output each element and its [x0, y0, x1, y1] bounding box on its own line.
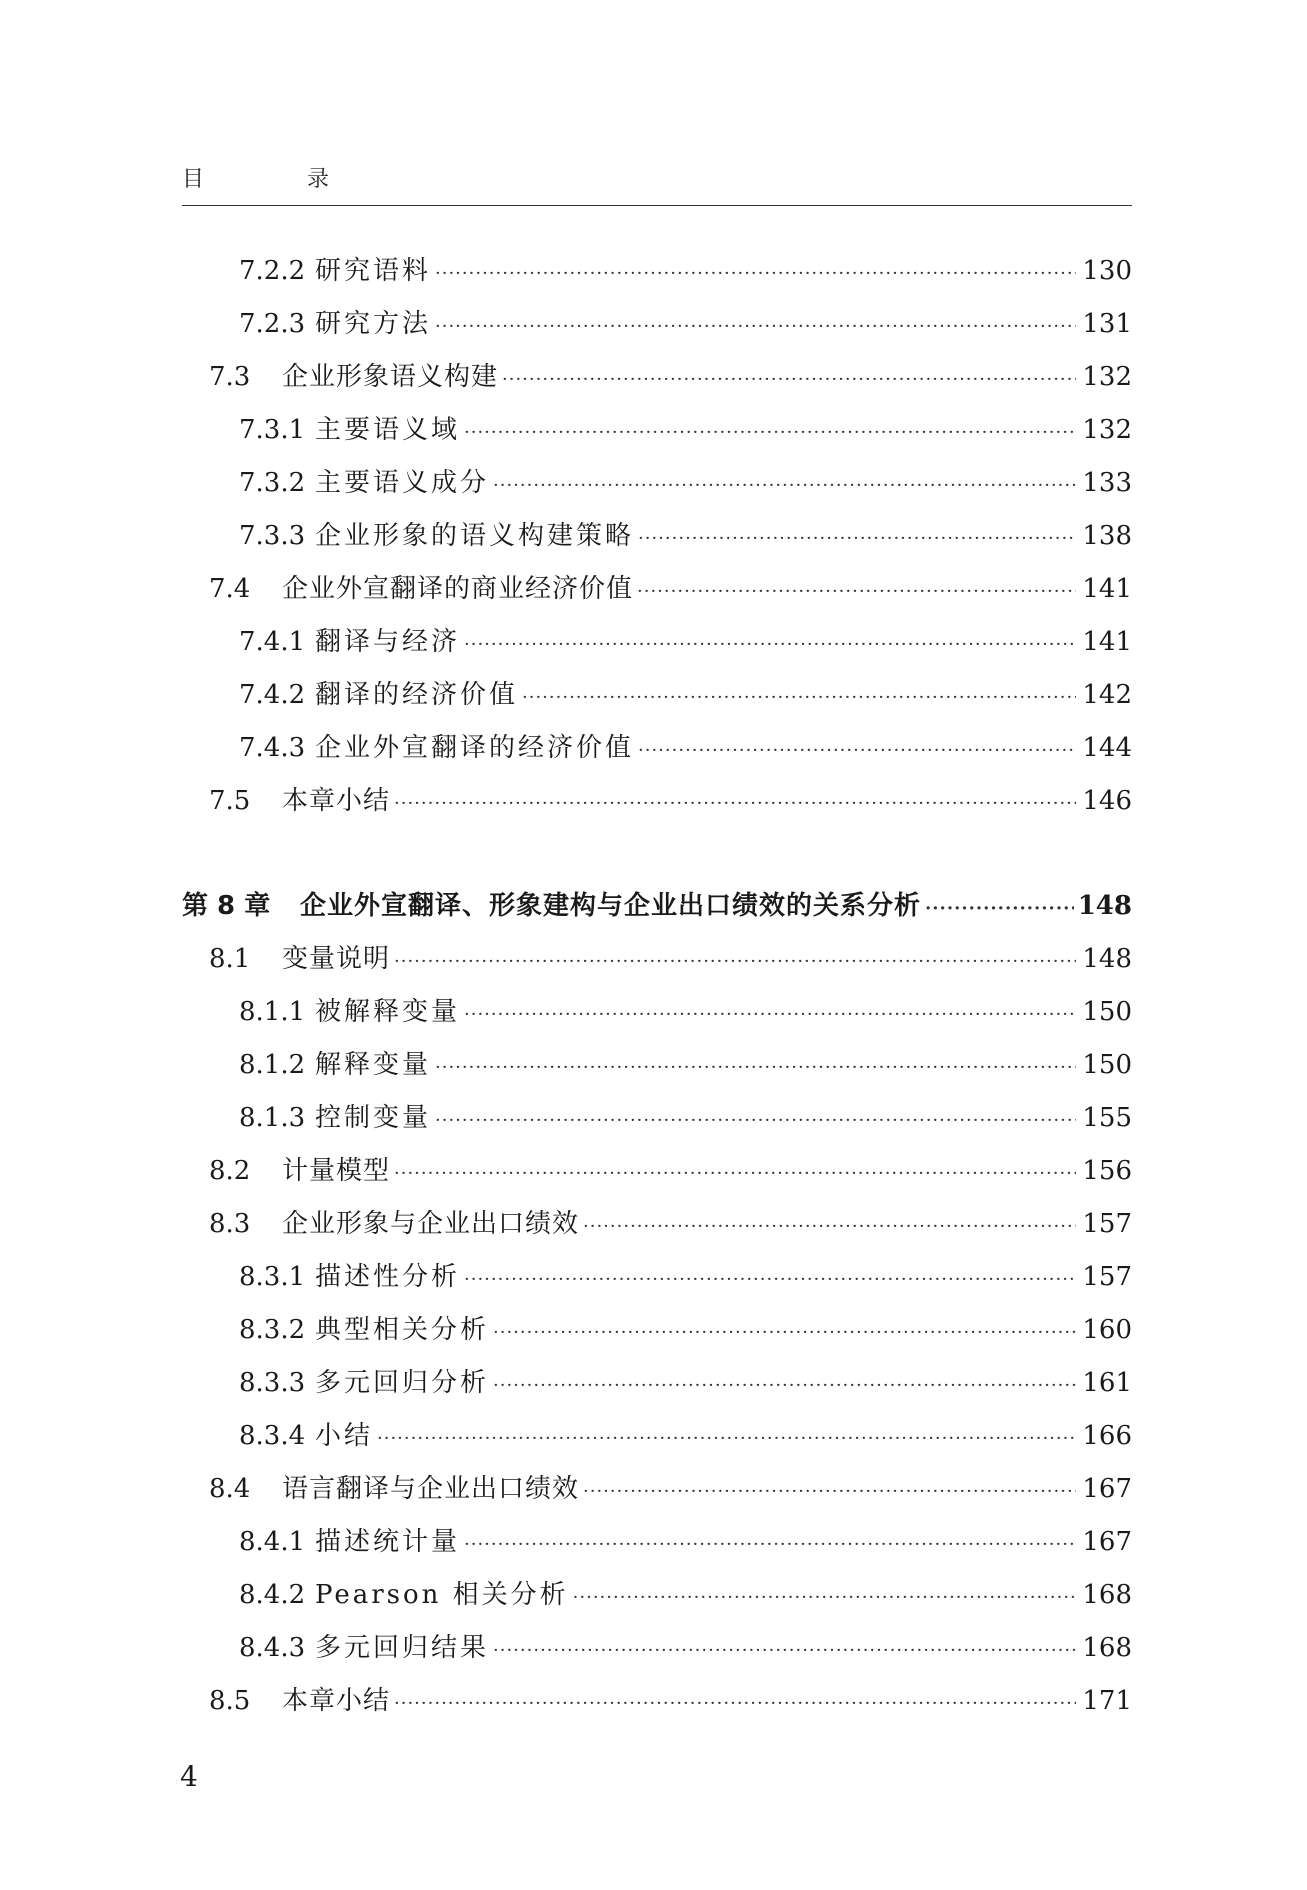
toc-entry-number: 8.4 [209, 1474, 251, 1504]
toc-entry-page: 138 [1082, 521, 1132, 551]
toc-leader-dots [493, 475, 1076, 496]
toc-leader-dots [464, 1534, 1076, 1555]
header-rule [182, 205, 1132, 206]
toc-entry-number: 8.1.3 [239, 1103, 306, 1133]
toc-leader-dots [583, 1481, 1076, 1502]
toc-leader-dots [638, 740, 1076, 761]
toc-leader-dots [394, 1693, 1076, 1714]
toc-entry-title: 变量说明 [282, 944, 391, 974]
toc-entry[interactable] [182, 1256, 1132, 1309]
toc-leader-dots [493, 1640, 1076, 1661]
toc-entry-number: 8.3.3 [239, 1368, 306, 1398]
toc-leader-dots [637, 581, 1076, 602]
toc-entry[interactable] [182, 938, 1132, 991]
toc-entry-page: 171 [1082, 1686, 1132, 1716]
toc-entry-page: 148 [1077, 891, 1132, 921]
toc-entry-title: 控制变量 [315, 1103, 432, 1133]
toc-entry-page: 144 [1082, 733, 1132, 763]
toc-entry-page: 130 [1082, 256, 1132, 286]
toc-entry[interactable] [182, 409, 1132, 462]
toc-entry-title: 多元回归分析 [315, 1368, 490, 1398]
toc-entry-number: 7.2.2 [239, 256, 306, 286]
toc-entry-page: 168 [1082, 1580, 1132, 1610]
toc-entry-number: 8.3.4 [239, 1421, 306, 1451]
toc-entry-title: 企业形象语义构建 [282, 362, 499, 392]
toc-entry-page: 132 [1082, 362, 1132, 392]
toc-leader-dots [464, 1004, 1076, 1025]
toc-entry-number: 7.2.3 [239, 309, 306, 339]
toc-entry[interactable] [182, 1362, 1132, 1415]
toc-entry-title: Pearson 相关分析 [315, 1580, 569, 1610]
toc-entry[interactable] [182, 303, 1132, 356]
toc-entry-number: 8.4.2 [239, 1580, 306, 1610]
toc-entry-title: 本章小结 [282, 1686, 391, 1716]
toc-entry-number: 8.4.3 [239, 1633, 306, 1663]
toc-entry[interactable] [182, 674, 1132, 727]
toc-entry-page: 132 [1082, 415, 1132, 445]
toc-entry-page: 141 [1082, 627, 1132, 657]
toc-entry-title: 研究方法 [315, 309, 432, 339]
toc-entry-number: 7.3.1 [239, 415, 306, 445]
toc-entry-number: 8.3.2 [239, 1315, 306, 1345]
toc-entry-page: 150 [1082, 997, 1132, 1027]
toc-entry-title: 多元回归结果 [315, 1633, 490, 1663]
toc-entry-page: 150 [1082, 1050, 1132, 1080]
toc-leader-dots [394, 951, 1076, 972]
toc-entry-page: 161 [1082, 1368, 1132, 1398]
toc-entry[interactable] [182, 1097, 1132, 1150]
toc-leader-dots [638, 528, 1076, 549]
toc-entry-number: 8.1 [209, 944, 251, 974]
toc-leader-dots [377, 1428, 1076, 1449]
toc-entry-number: 8.4.1 [239, 1527, 306, 1557]
toc-entry[interactable] [182, 780, 1132, 833]
toc-leader-dots [435, 1110, 1076, 1131]
toc-entry[interactable] [182, 1680, 1132, 1733]
toc-entry-title: 企业外宣翻译的经济价值 [315, 733, 635, 763]
toc-entry-title: 翻译的经济价值 [315, 680, 519, 710]
toc-entry-page: 141 [1082, 574, 1132, 604]
toc-leader-dots [394, 793, 1076, 814]
toc-entry-page: 168 [1082, 1633, 1132, 1663]
toc-entry-page: 157 [1082, 1209, 1132, 1239]
toc-entry-page: 148 [1082, 944, 1132, 974]
toc-entry-number: 7.4.2 [239, 680, 306, 710]
toc-entry-title: 计量模型 [282, 1156, 391, 1186]
toc-entry[interactable] [182, 1203, 1132, 1256]
toc-entry[interactable] [182, 1150, 1132, 1203]
toc-entry-page: 142 [1082, 680, 1132, 710]
toc-entry[interactable] [182, 462, 1132, 515]
toc-entry-number: 8.1.1 [239, 997, 306, 1027]
running-header: 目 录 [182, 167, 377, 192]
toc-entry-page: 166 [1082, 1421, 1132, 1451]
toc-entry-number: 7.3.3 [239, 521, 306, 551]
toc-leader-dots [522, 687, 1076, 708]
toc-leader-dots [493, 1375, 1076, 1396]
toc-leader-dots [573, 1587, 1076, 1608]
toc-entry-number: 8.3.1 [239, 1262, 306, 1292]
toc-entry-number: 8.2 [209, 1156, 251, 1186]
toc-entry[interactable] [182, 727, 1132, 780]
toc-leader-dots [502, 369, 1076, 390]
toc-entry-title: 典型相关分析 [315, 1315, 490, 1345]
toc-entry[interactable] [182, 1574, 1132, 1627]
toc-entry-number: 7.4 [209, 574, 251, 604]
toc-entry-title: 研究语料 [315, 256, 432, 286]
toc-entry[interactable] [182, 1309, 1132, 1362]
toc-entry-title: 企业外宣翻译的商业经济价值 [282, 574, 634, 604]
toc-entry[interactable] [182, 991, 1132, 1044]
toc-leader-dots [583, 1216, 1076, 1237]
toc-entry-number: 8.3 [209, 1209, 251, 1239]
toc-entry-title: 企业形象与企业出口绩效 [282, 1209, 580, 1239]
toc-entry-title: 描述性分析 [315, 1262, 461, 1292]
toc-entry-title: 企业形象的语义构建策略 [315, 521, 635, 551]
toc-entry-title: 小结 [315, 1421, 374, 1451]
toc-entry[interactable] [182, 1415, 1132, 1468]
toc-leader-dots [925, 898, 1074, 919]
toc-entry-number: 7.3.2 [239, 468, 306, 498]
page-number: 4 [180, 1760, 198, 1793]
toc-entry[interactable] [182, 1468, 1132, 1521]
toc-entry-title: 翻译与经济 [315, 627, 461, 657]
toc-entry-page: 156 [1082, 1156, 1132, 1186]
toc-leader-dots [464, 422, 1076, 443]
toc-entry-title: 被解释变量 [315, 997, 461, 1027]
toc-entry-title: 解释变量 [315, 1050, 432, 1080]
toc-leader-dots [435, 316, 1076, 337]
toc-entry[interactable] [182, 621, 1132, 674]
toc-entry[interactable] [182, 356, 1132, 409]
toc-entry[interactable] [182, 1044, 1132, 1097]
toc-leader-dots [464, 1269, 1076, 1290]
toc-entry-page: 167 [1082, 1474, 1132, 1504]
toc-entry-title: 主要语义域 [315, 415, 461, 445]
toc-entry-page: 157 [1082, 1262, 1132, 1292]
toc-entry-title: 语言翻译与企业出口绩效 [282, 1474, 580, 1504]
toc-leader-dots [394, 1163, 1076, 1184]
toc-leader-dots [493, 1322, 1076, 1343]
table-of-contents [182, 250, 1132, 1733]
toc-entry-title: 主要语义成分 [315, 468, 490, 498]
toc-entry-page: 133 [1082, 468, 1132, 498]
toc-entry[interactable] [182, 250, 1132, 303]
toc-entry-page: 160 [1082, 1315, 1132, 1345]
toc-entry[interactable] [182, 515, 1132, 568]
toc-leader-dots [464, 634, 1076, 655]
toc-entry-title: 本章小结 [282, 786, 391, 816]
toc-entry-title: 描述统计量 [315, 1527, 461, 1557]
toc-entry-number: 7.3 [209, 362, 251, 392]
toc-entry-page: 131 [1082, 309, 1132, 339]
toc-entry[interactable] [182, 1521, 1132, 1574]
toc-entry-number: 第 8 章 [182, 891, 271, 921]
toc-entry-page: 146 [1082, 786, 1132, 816]
toc-leader-dots [435, 263, 1076, 284]
toc-entry-number: 7.4.1 [239, 627, 306, 657]
toc-chapter-entry[interactable] [182, 885, 1132, 938]
toc-entry-number: 7.4.3 [239, 733, 306, 763]
toc-entry-title: 企业外宣翻译、形象建构与企业出口绩效的关系分析 [300, 891, 922, 921]
toc-entry-number: 8.5 [209, 1686, 251, 1716]
toc-entry[interactable] [182, 568, 1132, 621]
toc-entry-page: 167 [1082, 1527, 1132, 1557]
toc-entry-page: 155 [1082, 1103, 1132, 1133]
toc-entry-number: 8.1.2 [239, 1050, 306, 1080]
toc-entry[interactable] [182, 1627, 1132, 1680]
toc-leader-dots [435, 1057, 1076, 1078]
toc-entry-number: 7.5 [209, 786, 251, 816]
